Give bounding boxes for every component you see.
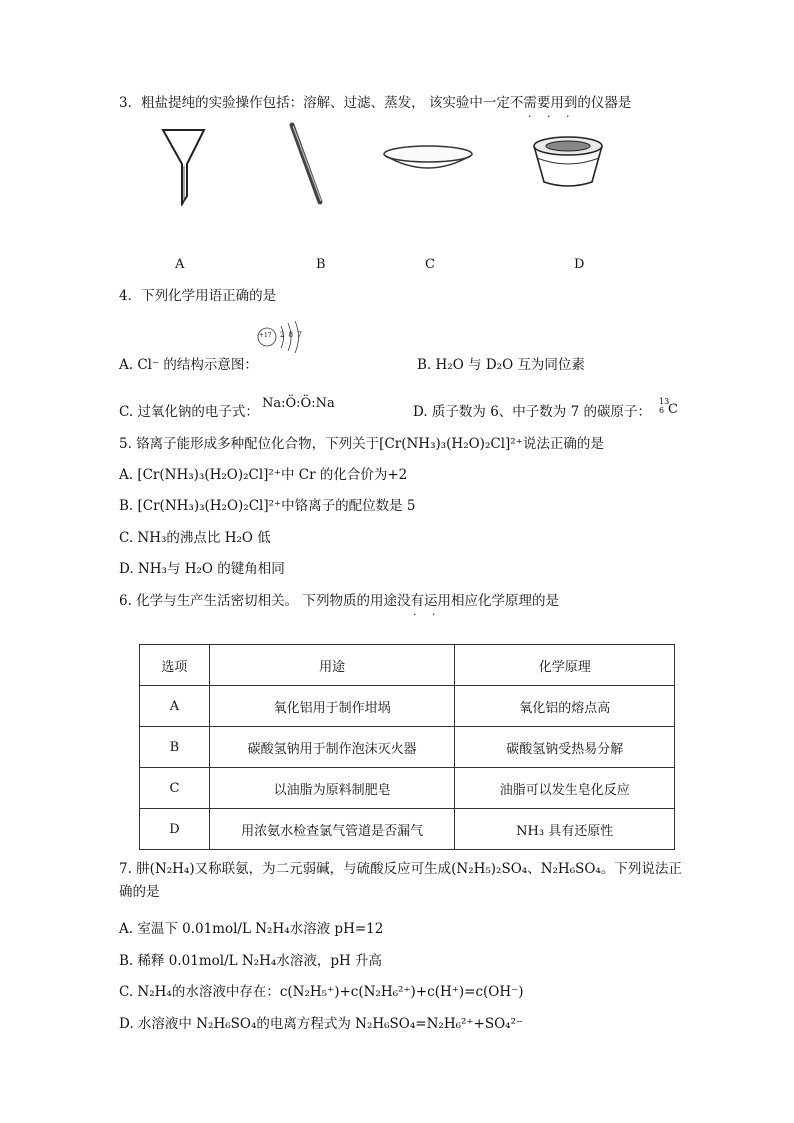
cl-structure-diagram <box>257 320 307 356</box>
q5-option-c: C. NH₃的沸点比 H₂O 低 <box>119 530 271 546</box>
table-header-row <box>140 645 675 686</box>
q5-stem: 5. 铬离子能形成多种配位化合物，下列关于[Cr(NH₃)₃(H₂O)₂Cl]²⁺说法正确的是 <box>119 436 604 452</box>
q6-table <box>139 644 675 850</box>
table-cell: 用浓氨水检查氯气管道是否漏气 <box>209 809 455 850</box>
q5-option-b: B. [Cr(NH₃)₃(H₂O)₂Cl]²⁺中铬离子的配位数是 5 <box>119 498 416 514</box>
table-cell: NH₃ 具有还原性 <box>455 809 675 850</box>
table-cell: A <box>140 686 210 727</box>
q7-stem-line1: 7. 肼(N₂H₄)又称联氨，为二元弱碱，与硫酸反应可生成(N₂H₅)₂SO₄、N₂H₆SO₄。下列说法正 <box>119 861 682 877</box>
q7-option-a: A. 室温下 0.01mol/L N₂H₄水溶液 pH=12 <box>119 921 384 937</box>
evaporating-dish-icon <box>380 140 476 180</box>
q4-option-a: A. Cl⁻ 的结构示意图： <box>119 357 258 373</box>
q5-option-a: A. [Cr(NH₃)₃(H₂O)₂Cl]²⁺中 Cr 的化合价为+2 <box>119 467 408 483</box>
carbon-13-symbol <box>657 397 681 421</box>
na2o2-oxygen-pair: :Ö:Ö: <box>281 396 316 411</box>
cl-electron-shells: 2 8 7 <box>280 331 303 339</box>
table-cell: 氧化铝的熔点高 <box>455 686 675 727</box>
table-row <box>140 809 675 850</box>
q6-stem: 6. 化学与生产生活密切相关。 下列物质的用途没有运用相应化学原理的是 <box>119 593 559 609</box>
table-row <box>140 768 675 809</box>
q6-emphasis-dots: · · <box>413 608 442 621</box>
q7-option-c: C. N₂H₄的水溶液中存在：c(N₂H₅⁺)+c(N₂H₆²⁺)+c(H⁺)=c(OH⁻) <box>119 984 524 1000</box>
q4-option-c: C. 过氧化钠的电子式： <box>119 404 259 420</box>
carbon-mass-number: 13 <box>659 397 670 406</box>
q7-option-d: D. 水溶液中 N₂H₆SO₄的电离方程式为 N₂H₆SO₄=N₂H₆²⁺+SO₄²⁻ <box>119 1016 524 1032</box>
table-row <box>140 686 675 727</box>
q5-option-d: D. NH₃与 H₂O 的键角相同 <box>119 561 285 577</box>
table-cell: 碳酸氢钠受热易分解 <box>455 727 675 768</box>
table-cell: B <box>140 727 210 768</box>
q3-emphasis-dots: · · · <box>528 110 576 123</box>
table-header: 选项 <box>140 645 210 686</box>
q3-option-b: B <box>316 257 326 272</box>
table-row <box>140 727 675 768</box>
table-cell: 以油脂为原料制肥皂 <box>209 768 455 809</box>
table-header: 化学原理 <box>455 645 675 686</box>
q7-stem-line2: 确的是 <box>119 884 160 900</box>
table-cell: 氧化铝用于制作坩埚 <box>209 686 455 727</box>
na2o2-right-na: Na <box>315 396 335 411</box>
cl-nucleus-charge: +17 <box>259 332 272 339</box>
q3-option-a: A <box>175 257 185 272</box>
table-cell: 油脂可以发生皂化反应 <box>455 768 675 809</box>
q4-option-b: B. H₂O 与 D₂O 互为同位素 <box>417 357 585 373</box>
crucible-icon <box>528 132 608 190</box>
q4-stem: 4．下列化学用语正确的是 <box>119 288 277 304</box>
carbon-element: C <box>668 402 678 417</box>
table-header: 用途 <box>209 645 455 686</box>
q3-stem: 3．粗盐提纯的实验操作包括：溶解、过滤、蒸发， 该实验中一定不需要用到的仪器是 <box>119 95 632 111</box>
na2o2-left-na: Na <box>262 396 282 411</box>
q4-option-d: D. 质子数为 6、中子数为 7 的碳原子： <box>413 404 651 420</box>
glass-rod-icon <box>286 122 326 206</box>
carbon-atomic-number: 6 <box>659 406 665 415</box>
q3-option-c: C <box>425 257 435 272</box>
table-cell: C <box>140 768 210 809</box>
q7-option-b: B. 稀释 0.01mol/L N₂H₄水溶液，pH 升高 <box>119 953 383 969</box>
table-cell: 碳酸氢钠用于制作泡沫灭火器 <box>209 727 455 768</box>
na2o2-electron-formula <box>262 396 335 411</box>
funnel-icon <box>160 126 208 206</box>
table-cell: D <box>140 809 210 850</box>
q3-option-d: D <box>574 257 585 272</box>
